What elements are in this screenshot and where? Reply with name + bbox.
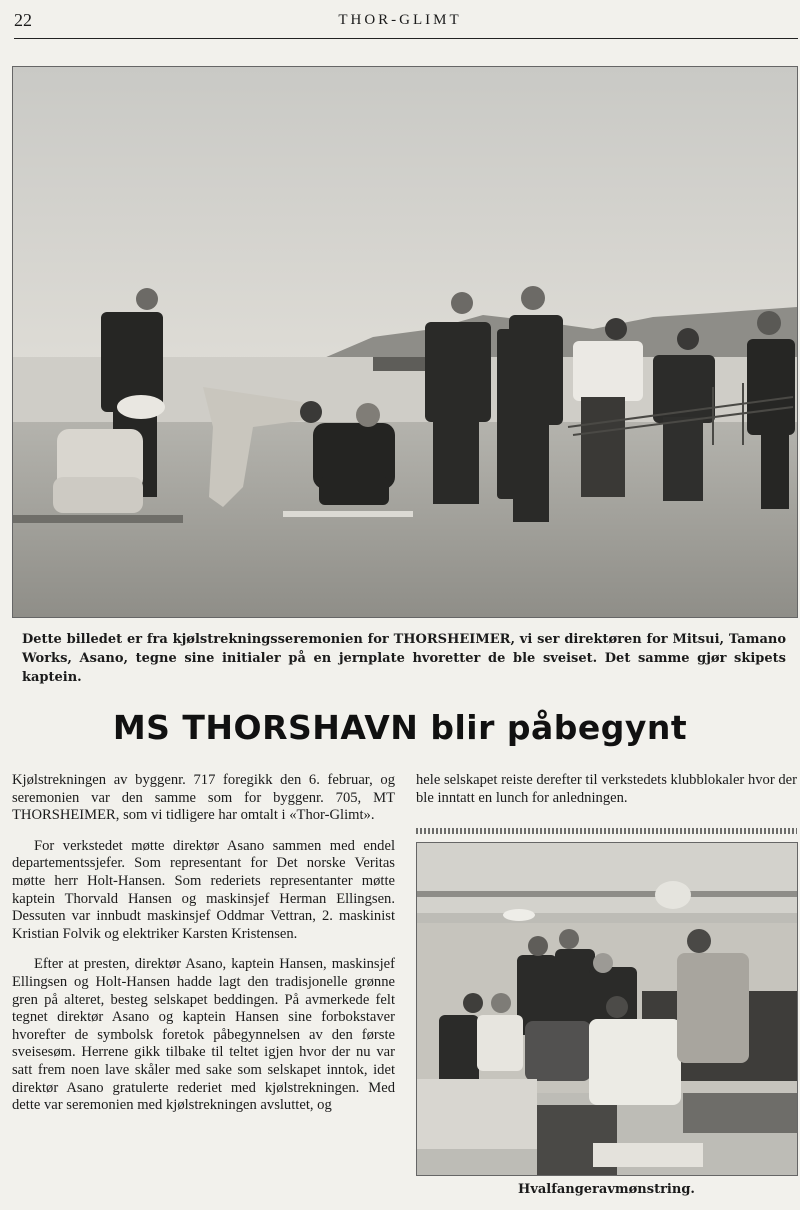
article-right-column — [416, 772, 797, 820]
article-headline: MS THORSHAVN blir påbegynt — [112, 708, 688, 747]
page-number: 22 — [14, 10, 32, 30]
article-paragraph: hele selskapet reiste derefter til verkstedets klubblokaler hvor der ble inntatt en lunch for anledningen. — [416, 772, 797, 806]
header-rule — [14, 38, 798, 39]
keel-ceremony-photo-drawing — [13, 67, 797, 617]
keel-ceremony-photo — [12, 66, 798, 618]
whaler-signoff-photo — [416, 842, 798, 1176]
running-title: THOR-GLIMT — [338, 12, 462, 28]
bottom-photo-caption: Hvalfangeravmønstring. — [518, 1182, 695, 1197]
article-paragraph: For verkstedet møtte direktør Asano sammen med endel departementssjefer. Som representant for Det norske Veritas møtte herr Holt-Hansen. Som rederiets representanter møtte kaptein Thorvald Hansen og maskinsjef Herman Ellingsen. Dessuten var innbudt maskinsjef Oddmar Vettran, 2. maskinist Kristian Folvik og elektriker Karsten Kristensen. — [12, 837, 395, 942]
article-left-column — [12, 772, 395, 1128]
whaler-signoff-photo-drawing — [417, 843, 797, 1175]
top-photo-caption: Dette billedet er fra kjølstrekningsseremonien for THORSHEIMER, vi ser direktøren for Mitsui, Tamano Works, Asano, tegne sine initialer på en jernplate hvoretter de ble sveiset. Det samme gjør skipets kaptein. — [22, 632, 786, 685]
article-paragraph: Kjølstrekningen av byggenr. 717 foregikk den 6. februar, og seremonien var den samme som for byggenr. 705, MT THORSHEIMER, som vi tidligere har omtalt i «Thor-Glimt». — [12, 772, 395, 824]
article-paragraph: Efter at presten, direktør Asano, kaptein Hansen, maskinsjef Ellingsen og Holt-Hansen hadde lagt den tradisjonelle grønne gren på alteret, besteg selskapet beddingen. På avmerkede felt tegnet direktør Asano og kaptein Hansen sine forbokstaver hvorefter de symbolsk foretok påbegynnelsen av den første sveisesøm. Herrene gikk tilbake til teltet igjen hvor der nu var satt frem noen lave skåler med sake som selskapet inntok, idet direktør Asano gratulerte rederiet med kjølstrekningen. Med dette var seremonien med kjølstrekningen avsluttet, og — [12, 956, 395, 1114]
section-divider — [416, 828, 797, 834]
